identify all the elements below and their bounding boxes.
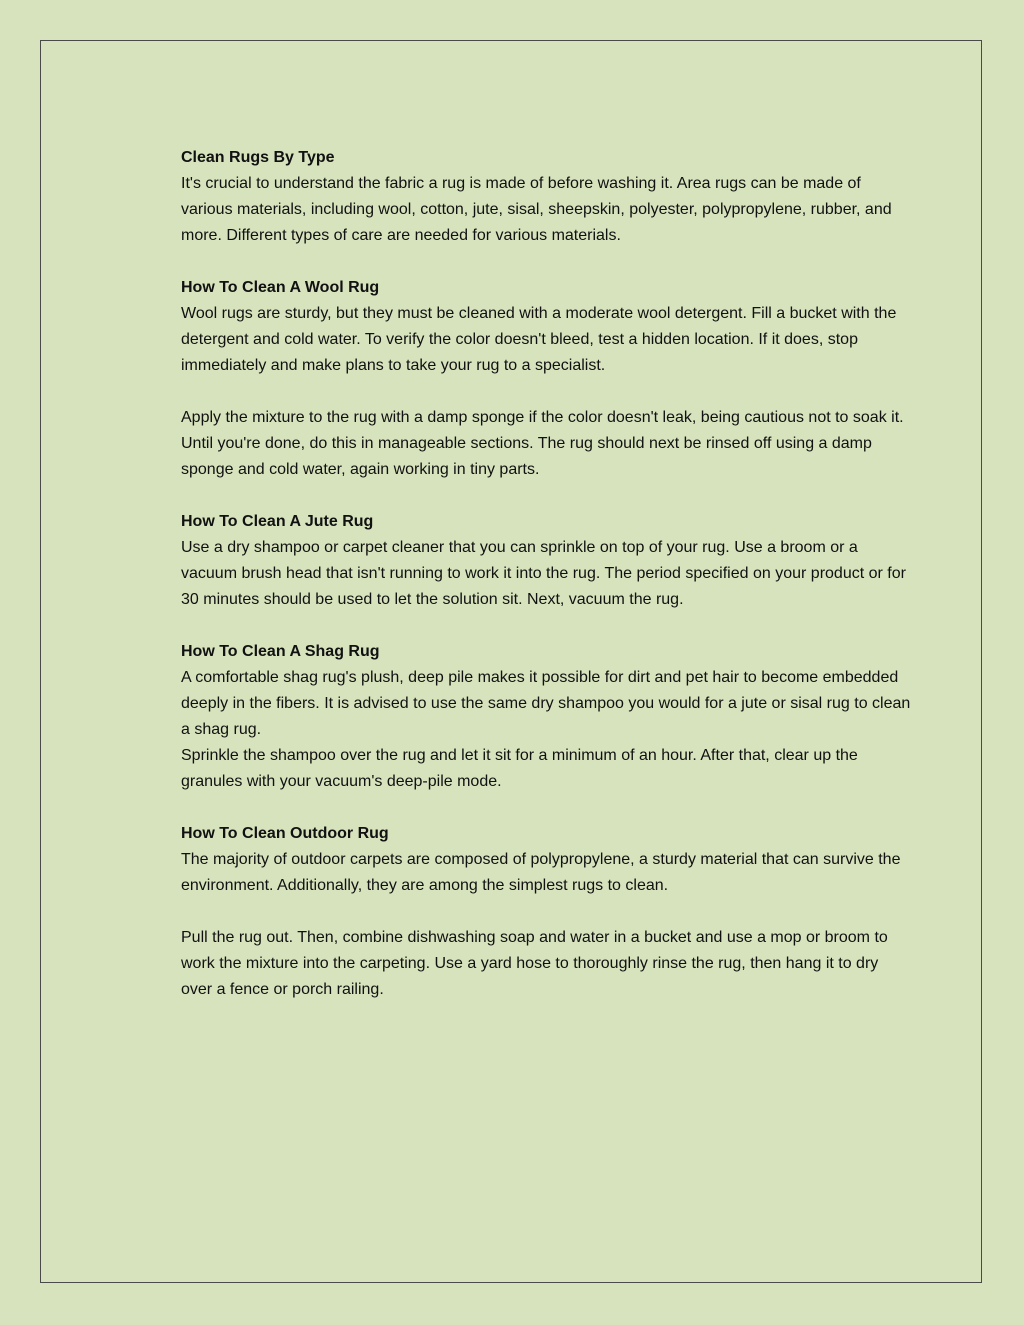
section-outdoor-rug-continued	[181, 925, 911, 1003]
document-body	[181, 145, 911, 1029]
section-shag-rug	[181, 639, 911, 795]
section-paragraph: Sprinkle the shampoo over the rug and let it sit for a minimum of an hour. After that, clear up the granules with your vacuum's deep-pile mode.	[181, 747, 858, 790]
section-heading: How To Clean A Wool Rug	[181, 279, 380, 296]
section-paragraph: Apply the mixture to the rug with a damp sponge if the color doesn't leak, being cautious not to soak it. Until you're done, do this in manageable sections. The rug should next be rinsed off using a damp sponge and cold water, again working in tiny parts.	[181, 409, 904, 478]
section-outdoor-rug	[181, 821, 911, 899]
section-wool-rug-continued	[181, 405, 911, 483]
section-jute-rug	[181, 509, 911, 613]
section-paragraph: Pull the rug out. Then, combine dishwashing soap and water in a bucket and use a mop or broom to work the mixture into the carpeting. Use a yard hose to thoroughly rinse the rug, then hang it to dry over a fence or porch railing.	[181, 929, 888, 998]
section-paragraph: Use a dry shampoo or carpet cleaner that you can sprinkle on top of your rug. Use a broom or a vacuum brush head that isn't running to work it into the rug. The period specified on your product or for 30 minutes should be used to let the solution sit. Next, vacuum the rug.	[181, 539, 906, 608]
section-heading: How To Clean Outdoor Rug	[181, 825, 389, 842]
section-clean-rugs-by-type	[181, 145, 911, 249]
section-heading: How To Clean A Shag Rug	[181, 643, 380, 660]
section-paragraph: A comfortable shag rug's plush, deep pile makes it possible for dirt and pet hair to become embedded deeply in the fibers. It is advised to use the same dry shampoo you would for a jute or sisal rug to clean a shag rug.	[181, 669, 911, 738]
section-heading: How To Clean A Jute Rug	[181, 513, 374, 530]
section-paragraph: It's crucial to understand the fabric a rug is made of before washing it. Area rugs can be made of various materials, including wool, cotton, jute, sisal, sheepskin, polyester, polypropylene, rubber, and more. Different types of care are needed for various materials.	[181, 175, 892, 244]
section-paragraph: Wool rugs are sturdy, but they must be cleaned with a moderate wool detergent. Fill a bucket with the detergent and cold water. To verify the color doesn't bleed, test a hidden location. If it does, stop immediately and make plans to take your rug to a specialist.	[181, 305, 897, 374]
section-wool-rug	[181, 275, 911, 379]
section-paragraph: The majority of outdoor carpets are composed of polypropylene, a sturdy material that can survive the environment. Additionally, they are among the simplest rugs to clean.	[181, 851, 901, 894]
section-heading: Clean Rugs By Type	[181, 149, 335, 166]
